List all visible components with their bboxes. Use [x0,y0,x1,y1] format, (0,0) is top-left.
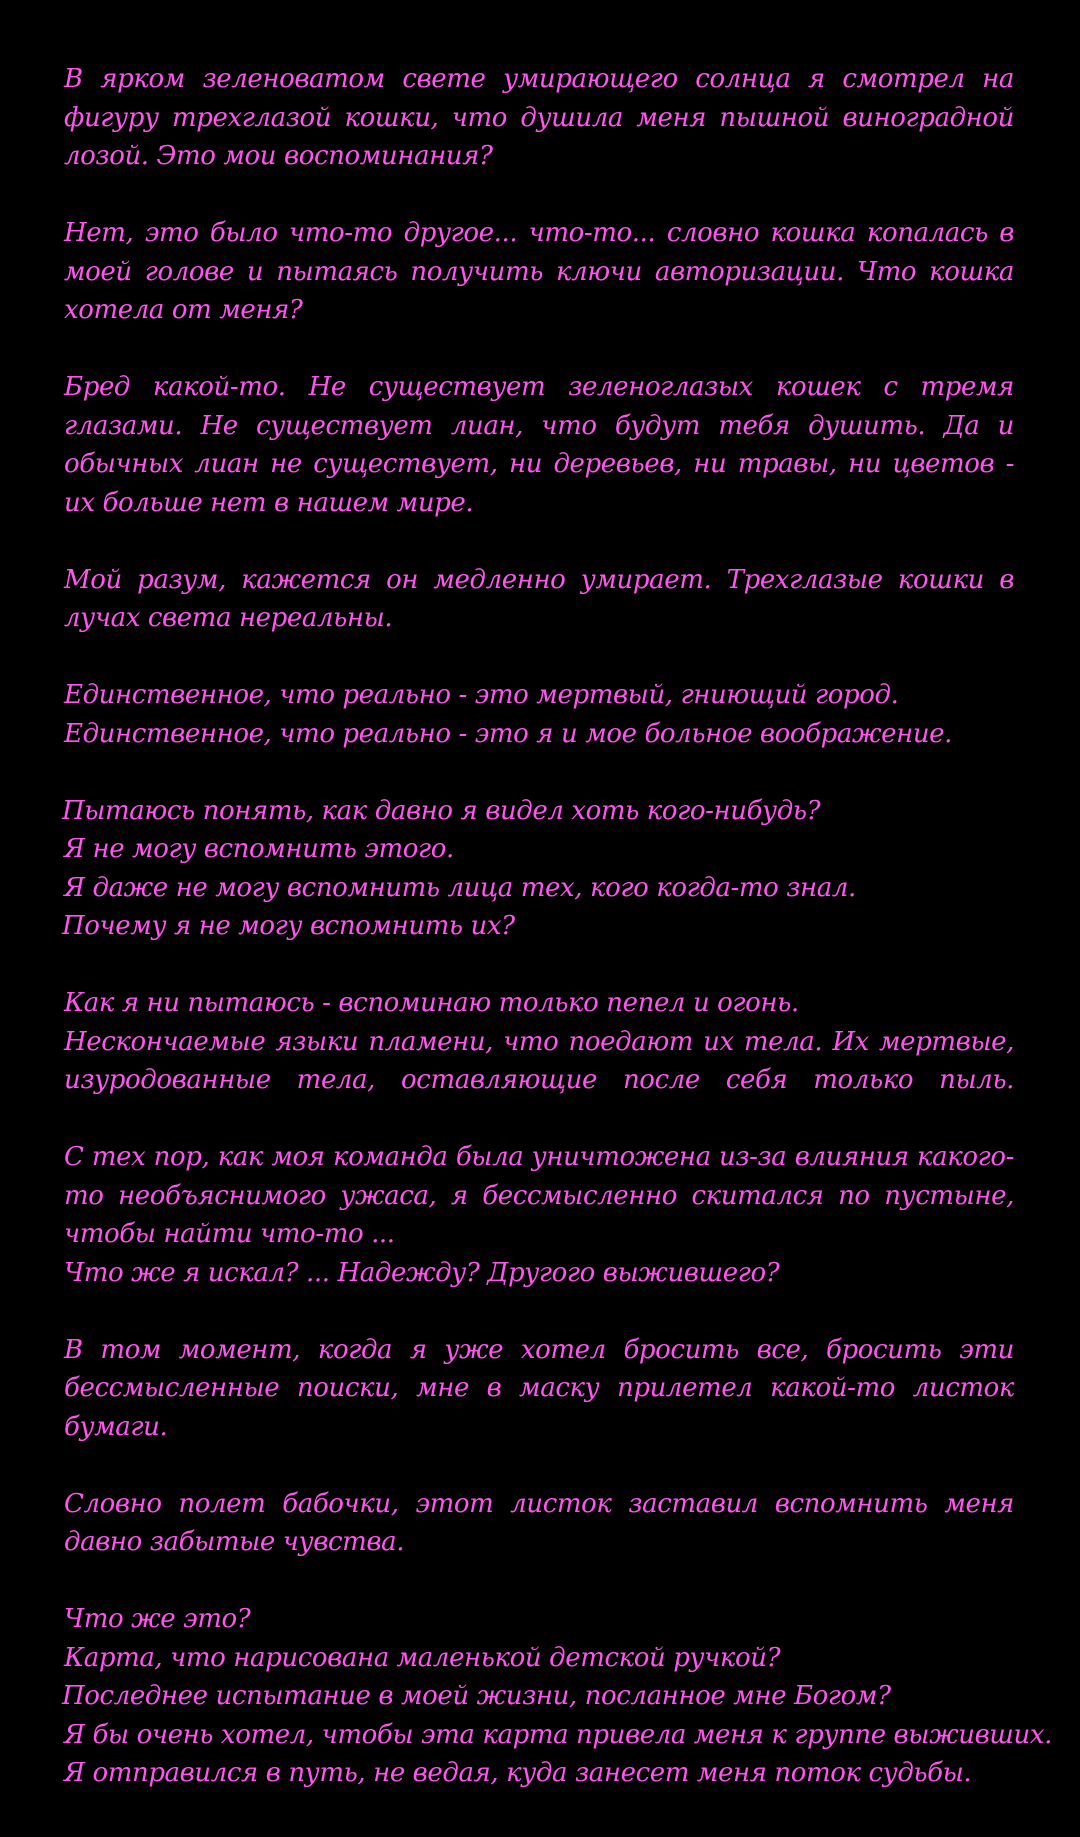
story-line: Последнее испытание в моей жизни, посланное мне Богом? [62,1681,891,1711]
story-paragraph-2: Нет, это было что-то другое... что-то... словно кошка копалась в моей голове и пытаясь получить ключи авторизации. Что кошка хотела от меня? [64,218,1014,325]
story-paragraph-4: Мой разум, кажется он медленно умирает. Трехглазые кошки в лучах света нереальны. [64,564,1014,633]
story-text [62,60,1053,1831]
story-line: Я бы очень хотел, чтобы эта карта привела меня к группе выживших. [64,1719,1053,1750]
story-line: Как я ни пытаюсь - вспоминаю только пепел и огонь. [64,988,799,1018]
story-paragraph-5 [64,676,1014,753]
story-line: Пытаюсь понять, как давно я видел хоть кого-нибудь? [62,795,821,826]
story-line: Нескончаемые языки пламени, что поедают их тела. Их мертвые, изуродованные тела, оставляющие после себя только пыль. [64,1026,1014,1095]
story-line: Единственное, что реально - это мертвый, гниющий город. [64,680,899,710]
story-paragraph-1: В ярком зеленоватом свете умирающего солнца я смотрел на фигуру трехглазой кошки, что душила меня пышной виноградной лозой. Это мои воспоминания? [64,64,1014,171]
story-line: Я не могу вспомнить этого. [64,834,454,864]
story-paragraph-8 [64,1138,1014,1292]
story-paragraph-3: Бред какой-то. Не существует зеленоглазых кошек с тремя глазами. Не существует лиан, что будут тебя душить. Да и обычных лиан не существует, ни деревьев, ни травы, ни цветов - их больше нет в нашем мире. [64,372,1014,518]
story-line: Я даже не могу вспомнить лица тех, кого когда-то знал. [64,872,856,903]
story-paragraph-9: В том момент, когда я уже хотел бросить все, бросить эти бессмысленные поиски, мне в маску прилетел какой-то листок бумаги. [64,1334,1014,1442]
story-paragraph-7 [64,984,1014,1100]
story-line: Что же это? [64,1604,251,1634]
story-line: Карта, что нарисована маленькой детской ручкой? [64,1642,781,1673]
story-paragraph-6 [64,792,1014,946]
story-line: Я отправился в путь, не ведая, куда занесет меня поток судьбы. [64,1758,972,1788]
story-line: Почему я не могу вспомнить их? [62,911,515,941]
story-paragraph-11 [62,1600,1053,1793]
story-line: С тех пор, как моя команда была уничтожена из-за влияния какого-то необъяснимого ужаса, я бессмысленно скитался по пустыне, чтобы найти что-то ... [64,1142,1014,1249]
story-line: Единственное, что реально - это я и мое больное воображение. [64,718,953,749]
story-paragraph-10: Словно полет бабочки, этот листок заставил вспомнить меня давно забытые чувства. [64,1488,1014,1557]
story-line: Что же я искал? ... Надежду? Другого выжившего? [64,1257,780,1288]
